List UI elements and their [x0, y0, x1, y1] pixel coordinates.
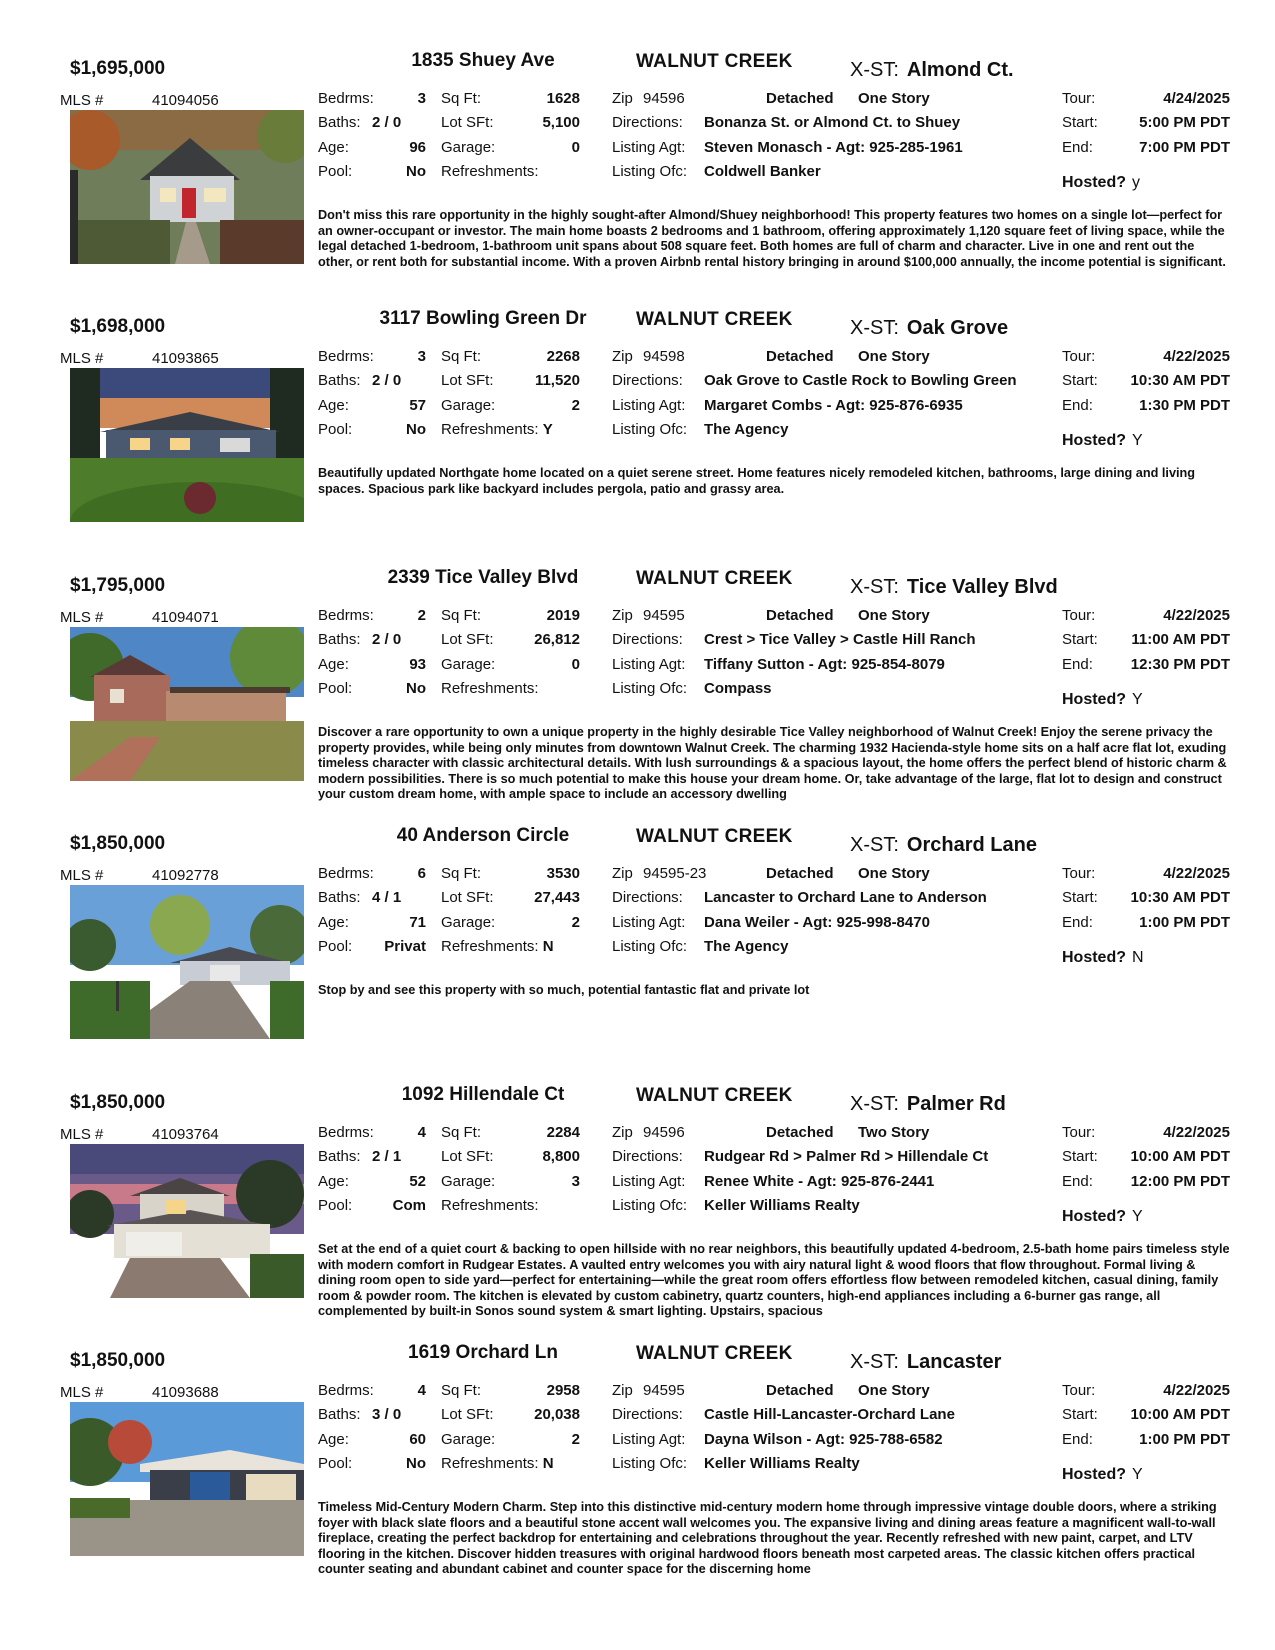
age-value: 52 [409, 1173, 426, 1190]
listing-office-value: Coldwell Banker [704, 163, 821, 180]
pool-label: Pool: [318, 680, 353, 697]
garage-value: 2 [571, 1431, 580, 1448]
lot-sqft-label: Lot SFt: [441, 372, 494, 389]
start-label: Start: [1062, 631, 1098, 648]
refreshments-label [441, 421, 553, 438]
sqft-label: Sq Ft: [441, 607, 482, 624]
bedrooms-value: 4 [417, 1124, 426, 1141]
listing-address: 1092 Hillendale Ct [401, 1084, 565, 1105]
hosted [1062, 174, 1140, 192]
lot-sqft-value: 5,100 [542, 114, 580, 131]
garage-value: 3 [571, 1173, 580, 1190]
hosted-value: Y [1132, 432, 1143, 449]
hosted-label: Hosted? [1062, 949, 1126, 966]
hosted [1062, 1208, 1143, 1226]
tour-date: 4/22/2025 [1163, 607, 1230, 624]
hosted-label: Hosted? [1062, 1208, 1126, 1225]
listing-office-label: Listing Ofc: [612, 163, 688, 180]
listing-address: 3117 Bowling Green Dr [379, 308, 587, 329]
hosted [1062, 432, 1143, 450]
garage-label: Garage: [441, 1173, 496, 1190]
listing-address: 2339 Tice Valley Blvd [387, 567, 579, 588]
listing-price: $1,695,000 [70, 58, 166, 79]
pool-value: No [406, 163, 426, 180]
property-type: Detached [766, 607, 834, 624]
listing-city: WALNUT CREEK [636, 309, 793, 330]
cross-street-label: X-ST: [850, 1351, 899, 1373]
baths-half: 0 [392, 114, 402, 131]
directions-label: Directions: [612, 372, 683, 389]
age-label: Age: [318, 1431, 349, 1448]
lot-sqft-value: 26,812 [534, 631, 580, 648]
hosted-value: N [1132, 949, 1144, 966]
hosted [1062, 691, 1143, 709]
listing-agent-label: Listing Agt: [612, 1173, 686, 1190]
listing-office-label: Listing Ofc: [612, 938, 688, 955]
end-label: End: [1062, 914, 1093, 931]
listing-agent-label: Listing Agt: [612, 397, 686, 414]
stories: One Story [858, 90, 930, 107]
listing-office-value: Compass [704, 680, 772, 697]
baths-label: Baths: [318, 1406, 361, 1423]
baths-value: 3 / 0 [372, 1406, 402, 1423]
mls-label: MLS # [60, 609, 104, 626]
cross-street-value: Lancaster [906, 1351, 1002, 1373]
cross-street-value: Almond Ct. [906, 59, 1014, 81]
tour-date: 4/22/2025 [1163, 1124, 1230, 1141]
listing-description: Beautifully updated Northgate home located on a quiet serene street. Home features nicely remodeled kitchen, bathrooms, large dining and living spaces. Spacious park like backyard includes pergola, patio and grassy area. [318, 466, 1196, 496]
listing-agent-label: Listing Agt: [612, 139, 686, 156]
pool-label: Pool: [318, 938, 353, 955]
sqft-value: 2268 [546, 348, 580, 365]
tour-date: 4/24/2025 [1163, 90, 1230, 107]
baths-value: 2 / 1 [372, 1148, 402, 1165]
sqft-value: 1628 [546, 90, 580, 107]
hosted-value: Y [1132, 1208, 1143, 1225]
age-value: 96 [409, 139, 426, 156]
listing-agent-label: Listing Agt: [612, 914, 686, 931]
refreshments-label [441, 1455, 554, 1472]
end-time: 12:00 PM PDT [1130, 1173, 1230, 1190]
listing-card [0, 1342, 1275, 1612]
stories: One Story [858, 348, 930, 365]
listing-address: 40 Anderson Circle [396, 825, 570, 846]
refreshments-label-text: Refreshments: [441, 680, 539, 697]
sqft-label: Sq Ft: [441, 1124, 482, 1141]
listing-price: $1,698,000 [70, 316, 166, 337]
zip-value: 94595 [643, 607, 685, 624]
listing-city: WALNUT CREEK [636, 1085, 793, 1106]
end-label: End: [1062, 1431, 1093, 1448]
mls-label: MLS # [60, 1384, 104, 1401]
cross-street [850, 1093, 1006, 1116]
listing-office-value: The Agency [704, 938, 789, 955]
house-photo [70, 110, 304, 264]
lot-sqft-label: Lot SFt: [441, 1148, 494, 1165]
end-time: 1:00 PM PDT [1139, 1431, 1230, 1448]
sqft-value: 2019 [546, 607, 580, 624]
mls-number: 41094056 [152, 92, 219, 109]
bedrooms-label: Bedrms: [318, 865, 374, 882]
age-label: Age: [318, 139, 349, 156]
bedrooms-label: Bedrms: [318, 1382, 374, 1399]
listing-city: WALNUT CREEK [636, 826, 793, 847]
directions-value: Crest > Tice Valley > Castle Hill Ranch [704, 631, 976, 648]
start-time: 10:00 AM PDT [1130, 1406, 1230, 1423]
start-label: Start: [1062, 889, 1098, 906]
refreshments-label [441, 163, 539, 180]
zip-value: 94595-23 [643, 865, 707, 882]
baths-label: Baths: [318, 1148, 361, 1165]
listing-agent-value: Dayna Wilson - Agt: 925-788-6582 [704, 1431, 943, 1448]
listing-city: WALNUT CREEK [636, 568, 793, 589]
pool-label: Pool: [318, 421, 353, 438]
tour-label: Tour: [1062, 865, 1096, 882]
zip-label: Zip [612, 1124, 633, 1141]
cross-street [850, 576, 1058, 599]
mls-number: 41092778 [152, 867, 219, 884]
listing-agent-value: Steven Monasch - Agt: 925-285-1961 [704, 139, 963, 156]
cross-street [850, 834, 1037, 857]
listing-card [0, 50, 1275, 320]
property-type: Detached [766, 865, 834, 882]
cross-street-value: Oak Grove [906, 317, 1009, 339]
pool-label: Pool: [318, 1455, 353, 1472]
baths-full: 2 [372, 1148, 381, 1165]
garage-value: 0 [571, 656, 580, 673]
bedrooms-label: Bedrms: [318, 348, 374, 365]
refreshments-label-text: Refreshments: [441, 421, 539, 438]
refreshments-label-text: Refreshments: [441, 163, 539, 180]
cross-street-value: Orchard Lane [906, 834, 1037, 856]
sqft-label: Sq Ft: [441, 348, 482, 365]
bedrooms-label: Bedrms: [318, 607, 374, 624]
bedrooms-value: 6 [417, 865, 426, 882]
cross-street-value: Palmer Rd [906, 1093, 1006, 1115]
cross-street-label: X-ST: [850, 834, 899, 856]
listing-office-value: The Agency [704, 421, 789, 438]
refreshments-value: Y [542, 421, 553, 438]
garage-label: Garage: [441, 656, 496, 673]
refreshments-label-text: Refreshments: [441, 938, 539, 955]
zip-value: 94596 [643, 90, 685, 107]
stories: One Story [858, 607, 930, 624]
start-label: Start: [1062, 372, 1098, 389]
hosted [1062, 1466, 1143, 1484]
listing-agent-value: Margaret Combs - Agt: 925-876-6935 [704, 397, 963, 414]
start-label: Start: [1062, 114, 1098, 131]
baths-half: 1 [392, 889, 402, 906]
listing-description: Timeless Mid-Century Modern Charm. Step into this distinctive mid-century modern home through impressive vintage double doors, where a striking foyer with black slate floors and a beautiful stone accent wall welcomes you. The expansive living and dining areas feature a magnificent wall-to-wall fireplace, creating the perfect backdrop for entertaining and celebrations throughout the year. Recently refreshed with new paint, carpet, and LTV flooring in the kitchen. Discover hidden treasures with original hardwood floors beneath most carpeted areas. The classic kitchen offers practical counter seating and abundant cabinet and counter space for the discerning home [318, 1500, 1217, 1576]
listing-office-value: Keller Williams Realty [704, 1455, 860, 1472]
start-label: Start: [1062, 1148, 1098, 1165]
baths-value: 2 / 0 [372, 114, 402, 131]
bedrooms-value: 3 [417, 90, 426, 107]
zip-value: 94595 [643, 1382, 685, 1399]
refreshments-value: N [542, 938, 554, 955]
start-time: 10:30 AM PDT [1130, 372, 1230, 389]
listing-address: 1619 Orchard Ln [408, 1342, 558, 1363]
tour-date: 4/22/2025 [1163, 1382, 1230, 1399]
end-label: End: [1062, 656, 1093, 673]
property-type: Detached [766, 348, 834, 365]
zip-label: Zip [612, 865, 633, 882]
house-photo [70, 1402, 304, 1556]
baths-label: Baths: [318, 114, 361, 131]
garage-value: 2 [571, 397, 580, 414]
baths-label: Baths: [318, 372, 361, 389]
mls-label: MLS # [60, 867, 104, 884]
listing-description: Stop by and see this property with so much, potential fantastic flat and private lot [318, 983, 810, 997]
listing-card [0, 1084, 1275, 1354]
tour-label: Tour: [1062, 90, 1096, 107]
end-time: 1:30 PM PDT [1139, 397, 1230, 414]
lot-sqft-label: Lot SFt: [441, 889, 494, 906]
start-time: 5:00 PM PDT [1139, 114, 1230, 131]
start-label: Start: [1062, 1406, 1098, 1423]
garage-label: Garage: [441, 397, 496, 414]
mls-number: 41093865 [152, 350, 219, 367]
zip-label: Zip [612, 607, 633, 624]
start-time: 10:00 AM PDT [1130, 1148, 1230, 1165]
bedrooms-value: 2 [417, 607, 426, 624]
lot-sqft-label: Lot SFt: [441, 631, 494, 648]
age-value: 71 [409, 914, 426, 931]
listing-office-label: Listing Ofc: [612, 680, 688, 697]
listing-city: WALNUT CREEK [636, 1343, 793, 1364]
tour-label: Tour: [1062, 348, 1096, 365]
hosted-label: Hosted? [1062, 174, 1126, 191]
age-value: 60 [409, 1431, 426, 1448]
hosted-value: y [1132, 174, 1140, 191]
stories: Two Story [858, 1124, 930, 1141]
property-type: Detached [766, 90, 834, 107]
zip-label: Zip [612, 348, 633, 365]
mls-number: 41093688 [152, 1384, 219, 1401]
baths-value: 4 / 1 [372, 889, 402, 906]
bedrooms-value: 3 [417, 348, 426, 365]
directions-value: Castle Hill-Lancaster-Orchard Lane [704, 1406, 955, 1423]
mls-label: MLS # [60, 92, 104, 109]
baths-half: 1 [392, 1148, 402, 1165]
mls-number: 41094071 [152, 609, 219, 626]
listing-price: $1,850,000 [70, 833, 166, 854]
stories: One Story [858, 865, 930, 882]
hosted-label: Hosted? [1062, 432, 1126, 449]
age-label: Age: [318, 656, 349, 673]
cross-street-label: X-ST: [850, 576, 899, 598]
baths-label: Baths: [318, 889, 361, 906]
start-time: 10:30 AM PDT [1130, 889, 1230, 906]
listing-agent-label: Listing Agt: [612, 656, 686, 673]
tour-date: 4/22/2025 [1163, 348, 1230, 365]
stories: One Story [858, 1382, 930, 1399]
hosted [1062, 949, 1144, 967]
listing-agent-label: Listing Agt: [612, 1431, 686, 1448]
house-photo [70, 1144, 304, 1298]
end-time: 12:30 PM PDT [1130, 656, 1230, 673]
zip-label: Zip [612, 1382, 633, 1399]
tour-date: 4/22/2025 [1163, 865, 1230, 882]
directions-value: Oak Grove to Castle Rock to Bowling Green [704, 372, 1017, 389]
listing-office-label: Listing Ofc: [612, 1455, 688, 1472]
pool-label: Pool: [318, 1197, 353, 1214]
listing-agent-value: Renee White - Agt: 925-876-2441 [704, 1173, 935, 1190]
age-label: Age: [318, 397, 349, 414]
start-time: 11:00 AM PDT [1131, 631, 1230, 648]
listing-agent-value: Tiffany Sutton - Agt: 925-854-8079 [704, 656, 945, 673]
tour-label: Tour: [1062, 1124, 1096, 1141]
cross-street-label: X-ST: [850, 1093, 899, 1115]
listing-office-label: Listing Ofc: [612, 1197, 688, 1214]
baths-half: 0 [392, 1406, 402, 1423]
directions-label: Directions: [612, 631, 683, 648]
baths-full: 3 [372, 1406, 381, 1423]
directions-label: Directions: [612, 114, 683, 131]
end-label: End: [1062, 397, 1093, 414]
listing-office-value: Keller Williams Realty [704, 1197, 860, 1214]
end-label: End: [1062, 1173, 1093, 1190]
cross-street [850, 1351, 1001, 1374]
age-label: Age: [318, 1173, 349, 1190]
listing-description: Discover a rare opportunity to own a unique property in the highly desirable Tice Valley neighborhood of Walnut Creek! Enjoy the serene privacy the property provides, while being only minutes from downtown Walnut Creek. The charming 1932 Hacienda-style home sits on a half acre flat lot, exuding timeless character with classic architectural details. With lush surroundings & a spacious layout, the home offers the perfect blend of historic charm & modern possibilities. There is so much potential to make this house your dream home. Or, take advantage of the large, flat lot to design and construct your custom dream home, with ample space to include an accessory dwelling [318, 725, 1227, 801]
house-photo [70, 885, 304, 1039]
directions-value: Lancaster to Orchard Lane to Anderson [704, 889, 987, 906]
refreshments-label-text: Refreshments: [441, 1197, 539, 1214]
listing-city: WALNUT CREEK [636, 51, 793, 72]
pool-value: Privat [384, 938, 426, 955]
zip-label: Zip [612, 90, 633, 107]
sqft-value: 2284 [546, 1124, 580, 1141]
mls-label: MLS # [60, 350, 104, 367]
listing-office-label: Listing Ofc: [612, 421, 688, 438]
listing-price: $1,850,000 [70, 1092, 166, 1113]
lot-sqft-value: 27,443 [534, 889, 580, 906]
listing-address: 1835 Shuey Ave [411, 50, 555, 71]
property-type: Detached [766, 1124, 834, 1141]
mls-label: MLS # [60, 1126, 104, 1143]
baths-half: 0 [392, 372, 402, 389]
lot-sqft-value: 8,800 [542, 1148, 580, 1165]
age-value: 57 [409, 397, 426, 414]
lot-sqft-label: Lot SFt: [441, 114, 494, 131]
cross-street-value: Tice Valley Blvd [906, 576, 1058, 598]
garage-label: Garage: [441, 139, 496, 156]
refreshments-label [441, 1197, 539, 1214]
tour-label: Tour: [1062, 1382, 1096, 1399]
refreshments-label [441, 680, 539, 697]
end-time: 7:00 PM PDT [1139, 139, 1230, 156]
bedrooms-value: 4 [417, 1382, 426, 1399]
listing-card [0, 567, 1275, 837]
bedrooms-label: Bedrms: [318, 1124, 374, 1141]
refreshments-value: N [542, 1455, 554, 1472]
lot-sqft-label: Lot SFt: [441, 1406, 494, 1423]
baths-full: 4 [372, 889, 381, 906]
age-value: 93 [409, 656, 426, 673]
cross-street [850, 59, 1014, 82]
zip-value: 94596 [643, 1124, 685, 1141]
listing-description: Don't miss this rare opportunity in the highly sought-after Almond/Shuey neighborhood! This property features two homes on a single lot—perfect for an owner-occupant or investor. The main home boasts 2 bedrooms and 1 bathroom, offering approximately 1,120 square feet of living space, while the legal detached 1-bedroom, 1-bathroom unit spans about 508 square feet. Both homes are full of charm and character. Live in one and rent out the other, or rent both for substantial income. With a proven Airbnb rental history bringing in around $100,000 annually, the income potential is significant. [318, 208, 1226, 269]
end-label: End: [1062, 139, 1093, 156]
house-photo [70, 368, 304, 522]
garage-label: Garage: [441, 914, 496, 931]
baths-value: 2 / 0 [372, 372, 402, 389]
listing-price: $1,850,000 [70, 1350, 166, 1371]
zip-value: 94598 [643, 348, 685, 365]
garage-label: Garage: [441, 1431, 496, 1448]
listing-card [0, 308, 1275, 578]
refreshments-label-text: Refreshments: [441, 1455, 539, 1472]
cross-street-label: X-ST: [850, 59, 899, 81]
hosted-value: Y [1132, 691, 1143, 708]
end-time: 1:00 PM PDT [1139, 914, 1230, 931]
baths-value: 2 / 0 [372, 631, 402, 648]
hosted-value: Y [1132, 1466, 1143, 1483]
listing-price: $1,795,000 [70, 575, 166, 596]
garage-value: 2 [571, 914, 580, 931]
tour-label: Tour: [1062, 607, 1096, 624]
pool-value: Com [392, 1197, 426, 1214]
sqft-label: Sq Ft: [441, 90, 482, 107]
baths-half: 0 [392, 631, 402, 648]
baths-label: Baths: [318, 631, 361, 648]
directions-label: Directions: [612, 1148, 683, 1165]
mls-number: 41093764 [152, 1126, 219, 1143]
bedrooms-label: Bedrms: [318, 90, 374, 107]
sqft-value: 2958 [546, 1382, 580, 1399]
directions-label: Directions: [612, 1406, 683, 1423]
property-type: Detached [766, 1382, 834, 1399]
age-label: Age: [318, 914, 349, 931]
directions-value: Bonanza St. or Almond Ct. to Shuey [704, 114, 961, 131]
lot-sqft-value: 11,520 [534, 372, 580, 389]
sqft-label: Sq Ft: [441, 865, 482, 882]
baths-full: 2 [372, 114, 381, 131]
sqft-label: Sq Ft: [441, 1382, 482, 1399]
baths-full: 2 [372, 372, 381, 389]
listing-description: Set at the end of a quiet court & backing to open hillside with no rear neighbors, this beautifully updated 4-bedroom, 2.5-bath home pairs timeless style with modern comfort in Rudgear Estates. A vaulted entry welcomes you with airy natural light & wood floors that flow throughout. Formal living & dining room open to side yard—perfect for entertaining—while the great room offers effortless flow between remodeled kitchen, casual dining, family room & powder room. The kitchen is elevated by custom cabinetry, quartz counters, high-end appliances including a 6-burner gas range, all complemented by built-in Sonos sound system & smart lighting. Upstairs, spacious [318, 1242, 1230, 1318]
garage-value: 0 [571, 139, 580, 156]
cross-street-label: X-ST: [850, 317, 899, 339]
pool-value: No [406, 1455, 426, 1472]
hosted-label: Hosted? [1062, 691, 1126, 708]
pool-value: No [406, 680, 426, 697]
listing-card [0, 825, 1275, 1095]
pool-value: No [406, 421, 426, 438]
sqft-value: 3530 [546, 865, 580, 882]
directions-value: Rudgear Rd > Palmer Rd > Hillendale Ct [704, 1148, 989, 1165]
listing-agent-value: Dana Weiler - Agt: 925-998-8470 [704, 914, 930, 931]
house-photo [70, 627, 304, 781]
lot-sqft-value: 20,038 [534, 1406, 580, 1423]
directions-label: Directions: [612, 889, 683, 906]
pool-label: Pool: [318, 163, 353, 180]
baths-full: 2 [372, 631, 381, 648]
hosted-label: Hosted? [1062, 1466, 1126, 1483]
refreshments-label [441, 938, 554, 955]
cross-street [850, 317, 1008, 340]
